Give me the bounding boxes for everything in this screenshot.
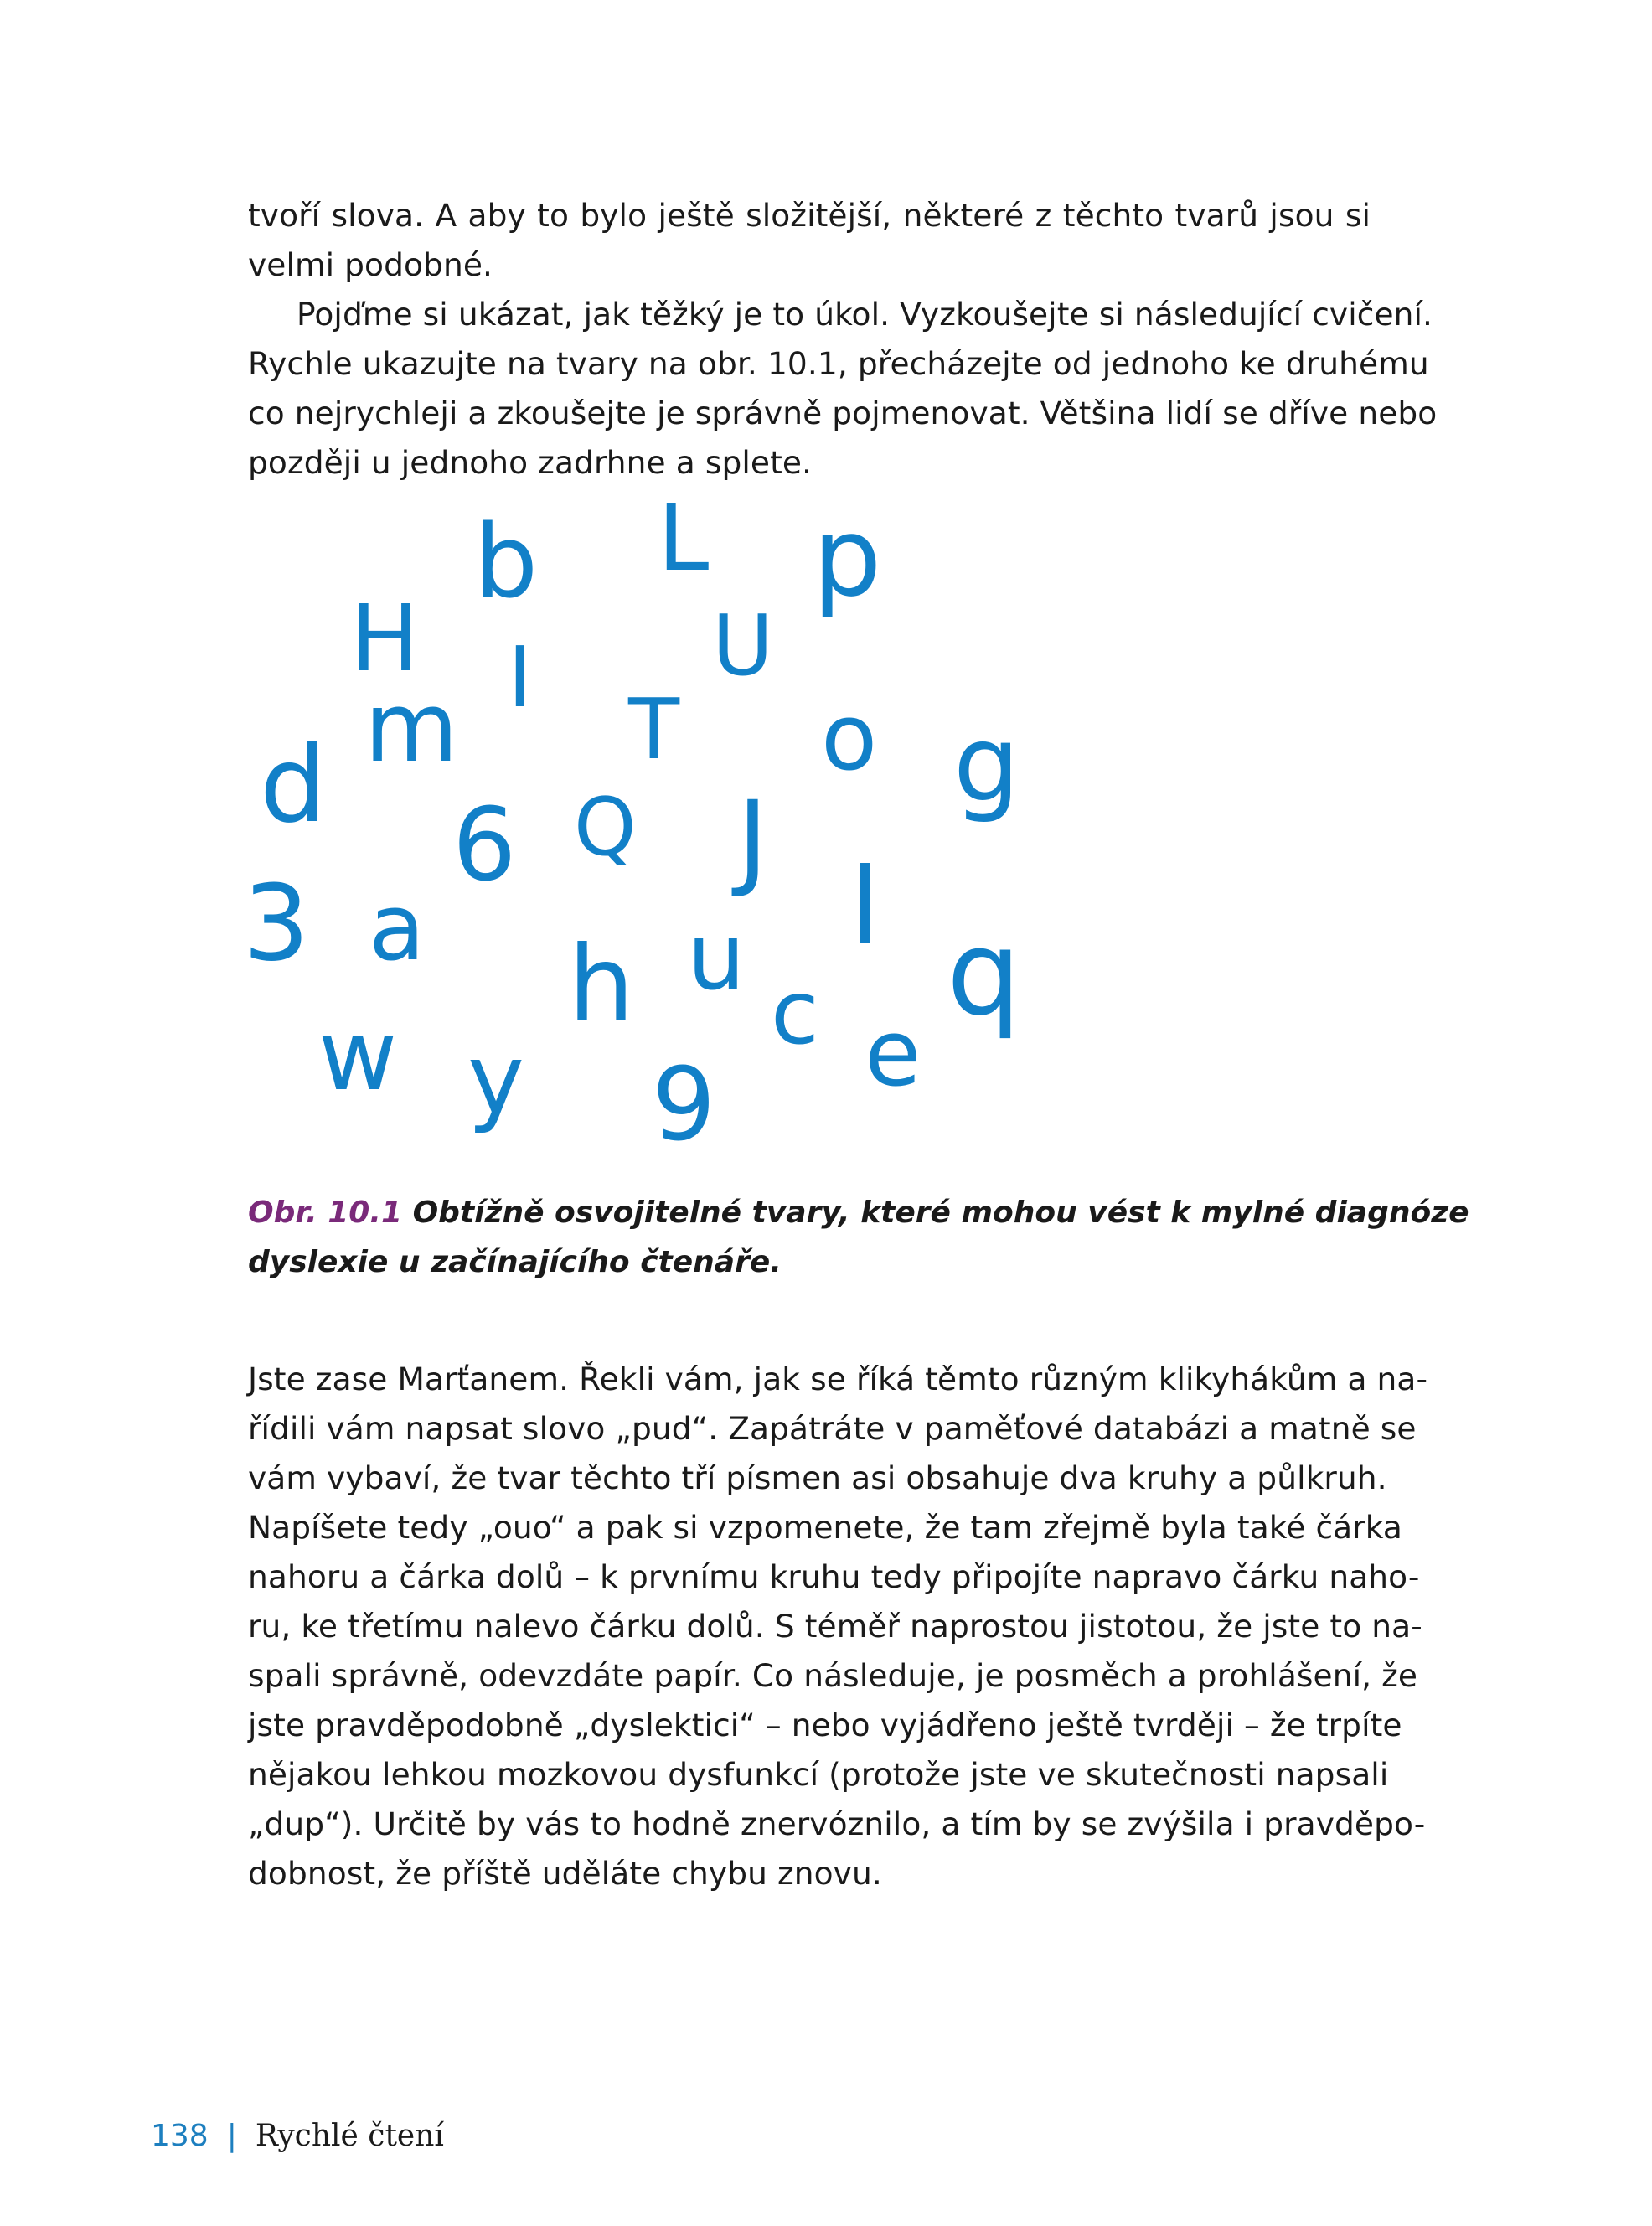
glyph-U: U [712, 597, 774, 695]
text-line: Pojďme si ukázat, jak těžký je to úkol. Vyzkoušejte si následující cvičení. [297, 296, 1433, 333]
glyph-d: d [260, 725, 327, 846]
text-line: vám vybaví, že tvar těchto tří písmen asi obsahuje dva kruhy a půlkruh. [248, 1459, 1387, 1496]
text-line: „dup“). Určitě by vás to hodně znervóznilo, a tím by se zvýšila i pravděpo- [248, 1805, 1426, 1842]
text-line: Rychle ukazujte na tvary na obr. 10.1, přecházejte od jednoho ke druhému [248, 345, 1429, 382]
glyph-q: q [947, 906, 1021, 1042]
glyph-J: J [737, 779, 768, 901]
text-line: co nejrychleji a zkoušejte je správně pojmenovat. Většina lidí se dříve nebo [248, 395, 1438, 431]
glyph-u: u [687, 903, 746, 1010]
caption-line-2: dyslexie u začínajícího čtenáře. [248, 1245, 782, 1279]
text-line: nahoru a čárka dolů – k prvnímu kruhu tedy připojíte napravo čárku naho- [248, 1558, 1420, 1595]
text-line: velmi podobné. [248, 246, 493, 283]
figure-caption [248, 1188, 1469, 1287]
text-line: nějakou lehkou mozkovou dysfunkcí (protože jste ve skutečnosti napsali [248, 1756, 1389, 1793]
text-line: Napíšete tedy „ouo“ a pak si vzpomenete, že tam zřejmě byla také čárka [248, 1509, 1403, 1546]
glyph-H: H [350, 585, 420, 692]
glyph-m: m [364, 672, 459, 784]
glyph-w: w [318, 1000, 398, 1113]
text-line: tvoří slova. A aby to bylo ještě složitější, některé z těchto tvarů jsou si [248, 197, 1371, 234]
glyph-9: 9 [652, 1047, 716, 1164]
caption-label: Obr. 10.1 [248, 1196, 403, 1230]
caption-line-1 [248, 1188, 1469, 1237]
glyph-e: e [865, 999, 922, 1107]
text-line: řídili vám napsat slovo „pud“. Zapátráte v paměťové databázi a matně se [248, 1410, 1417, 1447]
glyph-c: c [771, 962, 819, 1064]
glyph-h: h [568, 924, 635, 1046]
text-line: později u jednoho zadrhne a splete. [248, 444, 813, 481]
page-footer [151, 2111, 444, 2161]
caption-text-1: Obtížně osvojitelné tvary, které mohou vést k mylné diagnóze [412, 1196, 1469, 1230]
footer-separator: | [226, 2119, 237, 2153]
text-line: ru, ke třetímu nalevo čárku dolů. S téměř naprostou jistotou, že jste to na- [248, 1608, 1422, 1645]
glyph-Q: Q [574, 782, 637, 874]
glyph-l: l [850, 846, 880, 968]
glyph-g: g [953, 704, 1020, 825]
glyph-o: o [821, 684, 878, 791]
figure-letter-shapes [226, 503, 1030, 1173]
glyph-3: 3 [243, 863, 310, 984]
glyph-I: I [508, 628, 533, 726]
glyph-p: p [813, 503, 882, 621]
glyph-y: y [467, 1024, 525, 1136]
text-line: dobnost, že příště uděláte chybu znovu. [248, 1855, 882, 1892]
glyph-L: L [658, 503, 710, 591]
book-title: Rychlé čtení [255, 2119, 444, 2153]
paragraph-2 [248, 1355, 1428, 1898]
page-number: 138 [151, 2119, 209, 2153]
text-line: Jste zase Marťanem. Řekli vám, jak se říká těmto různým klikyhákům a na- [248, 1361, 1428, 1397]
text-line: spali správně, odevzdáte papír. Co následuje, je posměch a prohlášení, že [248, 1657, 1418, 1694]
paragraph-1 [248, 191, 1438, 488]
glyph-T: T [628, 680, 680, 778]
text-line: jste pravděpodobně „dyslektici“ – nebo vyjádřeno ještě tvrději – že trpíte [248, 1707, 1402, 1743]
glyph-a: a [369, 874, 426, 981]
glyph-6: 6 [452, 788, 517, 904]
glyph-b: b [474, 504, 539, 621]
